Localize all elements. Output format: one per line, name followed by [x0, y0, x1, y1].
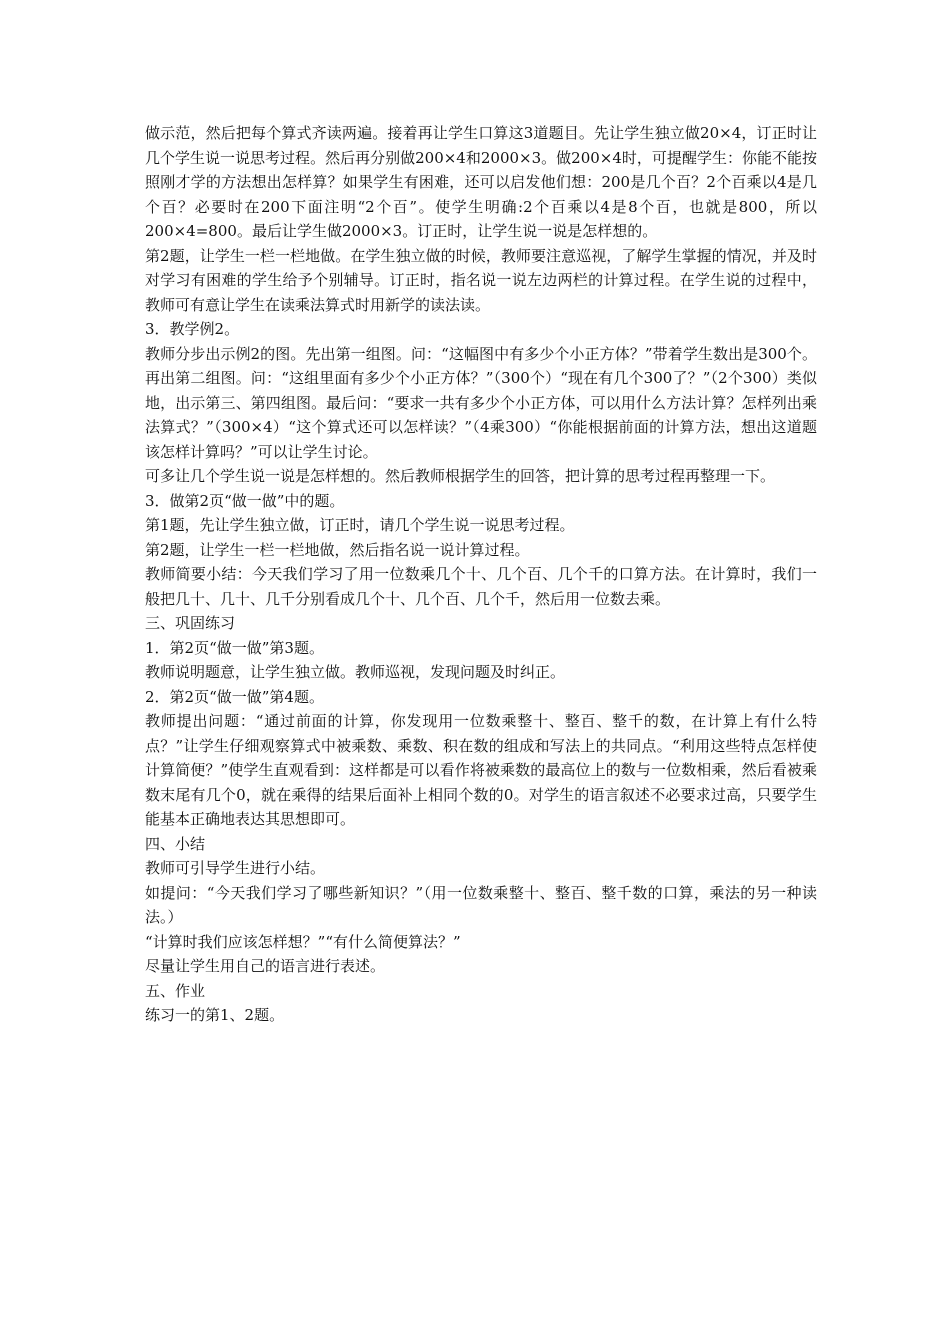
paragraph-own-words: 尽量让学生用自己的语言进行表述。 — [145, 957, 386, 975]
paragraph-question-1: 第1题，先让学生独立做，订正时，请几个学生说一说思考过程。 — [145, 516, 575, 534]
paragraph-guide-summary: 教师可引导学生进行小结。 — [145, 859, 326, 877]
paragraph-exercise-3: 教师说明题意，让学生独立做。教师巡视，发现问题及时纠正。 — [145, 663, 566, 681]
paragraph-question-2-column: 第2题，让学生一栏一栏地做，然后指名说一说计算过程。 — [145, 540, 530, 559]
heading-exercise-3: 1．第2页“做一做”第3题。 — [145, 638, 324, 657]
paragraph-homework: 练习一的第1、2题。 — [145, 1006, 285, 1024]
heading-do-page-2: 3．做第2页“做一做”中的题。 — [145, 491, 345, 510]
document-body — [145, 121, 817, 1028]
paragraph-teacher-summary: 教师简要小结：今天我们学习了用一位数乘几个十、几个百、几个千的口算方法。在计算时，我们一般把几十、几十、几千分别看成几个十、几个百、几个千，然后用一位数去乘。 — [145, 565, 817, 608]
heading-teach-example-2: 3．教学例2。 — [145, 320, 240, 338]
paragraph-students-explain: 可多让几个学生说一说是怎样想的。然后教师根据学生的回答，把计算的思考过程再整理一下。 — [145, 467, 776, 485]
heading-homework: 五、作业 — [145, 981, 206, 1000]
paragraph-question-2: 第2题，让学生一栏一栏地做。在学生独立做的时候，教师要注意巡视，了解学生掌握的情况，并及时对学习有困难的学生给予个别辅导。订正时，指名说一说左边两栏的计算过程。在学生说的过程中，教师可有意让学生在读乘法算式时用新学的读法读。 — [145, 246, 817, 314]
paragraph-prompt-question: 如提问：“今天我们学习了哪些新知识？”（用一位数乘整十、整百、整千数的口算，乘法的另一种读法。） — [145, 883, 817, 926]
heading-exercise-4: 2．第2页“做一做”第4题。 — [145, 687, 324, 706]
paragraph-example-2-steps: 教师分步出示例2的图。先出第一组图。问：“这幅图中有多少个小正方体？”带着学生数出是300个。再出第二组图。问：“这组里面有多少个小正方体？”（300个）“现在有几个300了？”（2个300）类似地，出示第三、第四组图。最后问：“要求一共有多少个小正方体，可以用什么方法计算？怎样列出乘法算式？”（300×4）“这个算式还可以怎样读？”（4乘300）“你能根据前面的计算方法，想出这道题该怎样计算吗？”可以让学生讨论。 — [145, 344, 817, 461]
paragraph-intro-demonstration: 做示范，然后把每个算式齐读两遍。接着再让学生口算这3道题目。先让学生独立做20×4，订正时让几个学生说一说思考过程。然后再分别做200×4和2000×3。做200×4时，可提醒学生：你能不能按照刚才学的方法想出怎样算？如果学生有困难，还可以启发他们想：200是几个百？2个百乘以4是几个百？必要时在200下面注明“2个百”。使学生明确:2个百乘以4是8个百，也就是800，所以200×4=800。最后让学生做2000×3。订正时，让学生说一说是怎样想的。 — [145, 124, 817, 240]
paragraph-prompt-thinking: “计算时我们应该怎样想？”“有什么简便算法？” — [145, 932, 461, 951]
heading-summary: 四、小结 — [145, 834, 206, 853]
paragraph-exercise-4: 教师提出问题：“通过前面的计算，你发现用一位数乘整十、整百、整千的数，在计算上有什么特点？”让学生仔细观察算式中被乘数、乘数、积在数的组成和写法上的共同点。“利用这些特点怎样使计算简便？”使学生直观看到：这样都是可以看作将被乘数的最高位上的数与一位数相乘，然后看被乘数末尾有几个0，就在乘得的结果后面补上相同个数的0。对学生的语言叙述不必要求过高，只要学生能基本正确地表达其思想即可。 — [145, 712, 817, 828]
heading-consolidation: 三、巩固练习 — [145, 614, 236, 632]
